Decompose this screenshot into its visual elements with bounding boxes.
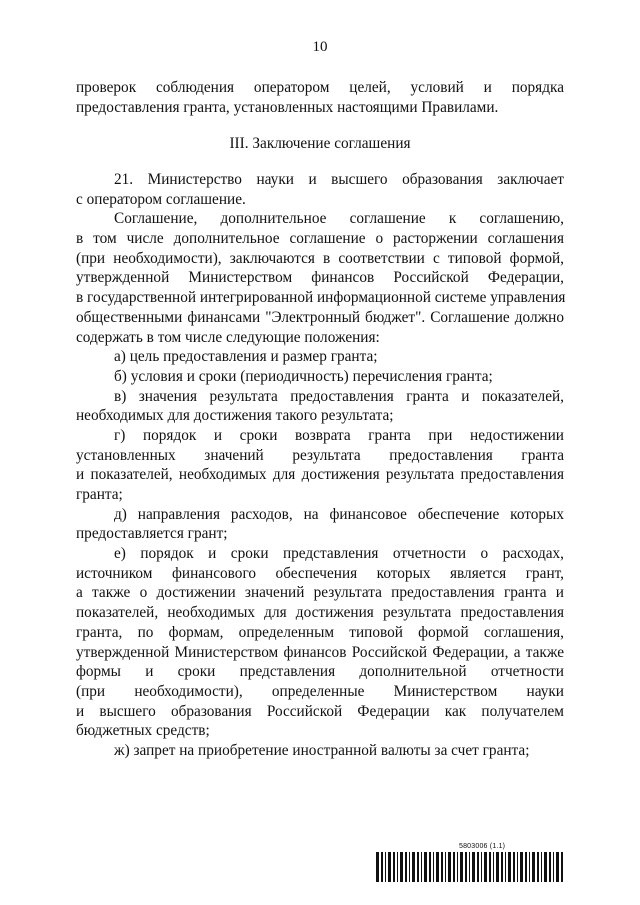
barcode-bar [544,852,547,882]
barcode-bar [400,852,403,882]
text-line: утвержденной Министерством финансов Российской Федерации, а также [76,643,564,661]
text-line: с оператором соглашение. [76,190,246,208]
section-heading: III. Заключение соглашения [229,135,411,152]
list-item: в) значения результата предоставления гранта и показателей, [114,387,564,405]
barcode-bar [460,852,463,882]
barcode-bar [541,852,542,882]
barcode-bar [508,852,511,882]
barcode-bar [421,852,422,882]
text-line: гранта; [76,486,123,503]
barcode-bar [417,852,419,882]
list-item: ж) запрет на приобретение иностранной валюты за счет гранта; [114,741,530,759]
text-line: общественными финансами "Электронный бюджет". Соглашение должно [76,308,564,326]
text-line: в том числе дополнительное соглашение о расторжении соглашения [76,230,564,248]
list-item: е) порядок и сроки представления отчетности о расходах, [114,545,564,563]
text-line: утвержденной Министерством финансов Российской Федерации, [76,269,564,287]
barcode-bar [433,852,434,882]
list-item: г) порядок и сроки возврата гранта при недостижении [114,426,564,444]
text-line: и показателей, необходимых для достижения результата предоставления [76,466,564,484]
barcode-bar [561,852,563,882]
barcode-bar [525,852,527,882]
barcode-bar [453,852,455,882]
barcode-bar [381,852,383,882]
barcode-bar [436,852,439,882]
list-item: а) цель предоставления и размер гранта; [114,348,378,366]
barcode-bar [484,852,487,882]
barcode-bar [520,852,523,882]
barcode-bar [481,852,482,882]
barcode-bar [448,852,451,882]
barcode-bar [445,852,446,882]
text-line: в государственной интегрированной информационной системе управления [76,289,566,307]
barcode-bar [493,852,494,882]
text-line: (при необходимости), определенные Министерством науки [76,682,564,700]
barcode-bar [465,852,467,882]
page-number: 10 [312,39,328,55]
barcode-bar [376,852,379,882]
barcode-bar [505,852,506,882]
text-line: установленных значений результата предоставления гранта [76,446,564,464]
barcode-bar [501,852,503,882]
barcode-bar [553,852,554,882]
text-line: гранта, по формам, определенным типовой формой соглашения, [76,623,564,641]
barcode-bar [412,852,415,882]
barcode-bar [489,852,491,882]
barcode-image [376,852,564,882]
list-item: б) условия и сроки (периодичность) перечисления гранта; [114,367,493,385]
text-line: Соглашение, дополнительное соглашение к соглашению, [114,210,564,228]
barcode-bar [477,852,479,882]
barcode-bar [529,852,530,882]
barcode-bar [429,852,431,882]
text-line: предоставления гранта, установленных настоящими Правилами. [76,98,499,116]
text-line: источником финансового обеспечения которых является грант, [76,564,564,582]
text-line: показателей, необходимых для достижения результата предоставления [76,604,564,622]
barcode-code: 5803006 (1.1) [459,843,506,850]
barcode-bar [472,852,475,882]
text-line: 21. Министерство науки и высшего образования заключает [114,171,564,188]
text-line: (при необходимости), заключаются в соответствии с типовой формой, [76,249,564,267]
text-line: содержать в том числе следующие положения: [76,328,380,346]
section-body [76,170,564,761]
intro-paragraph [76,78,564,117]
barcode-bar [393,852,395,882]
text-line: а также о достижении значений результата предоставления гранта и [76,584,564,602]
barcode-bar [549,852,551,882]
text-line: и высшего образования Российской Федерации как получателем [76,702,564,720]
barcode-bar [513,852,515,882]
barcode-bar [424,852,427,882]
list-item: д) направления расходов, на финансовое обеспечение которых [114,505,564,523]
text-line: бюджетных средств; [76,722,210,740]
barcode-bar [556,852,559,882]
barcode-bar [441,852,443,882]
text-line: предоставляется грант; [76,525,228,543]
barcode-bar [388,852,391,882]
barcode-bar [397,852,398,882]
barcode-bar [496,852,499,882]
text-line: формы и сроки представления дополнительной отчетности [76,663,564,681]
barcode-bar [532,852,535,882]
barcode-bar [517,852,518,882]
barcode-bar [469,852,470,882]
text-line: проверок соблюдения оператором целей, условий и порядка [76,79,564,96]
text-line: необходимых для достижения такого результата; [76,407,394,425]
barcode-bar [457,852,458,882]
barcode-bar [385,852,386,882]
barcode-bar [537,852,539,882]
barcode-bar [409,852,410,882]
barcode-bar [405,852,407,882]
